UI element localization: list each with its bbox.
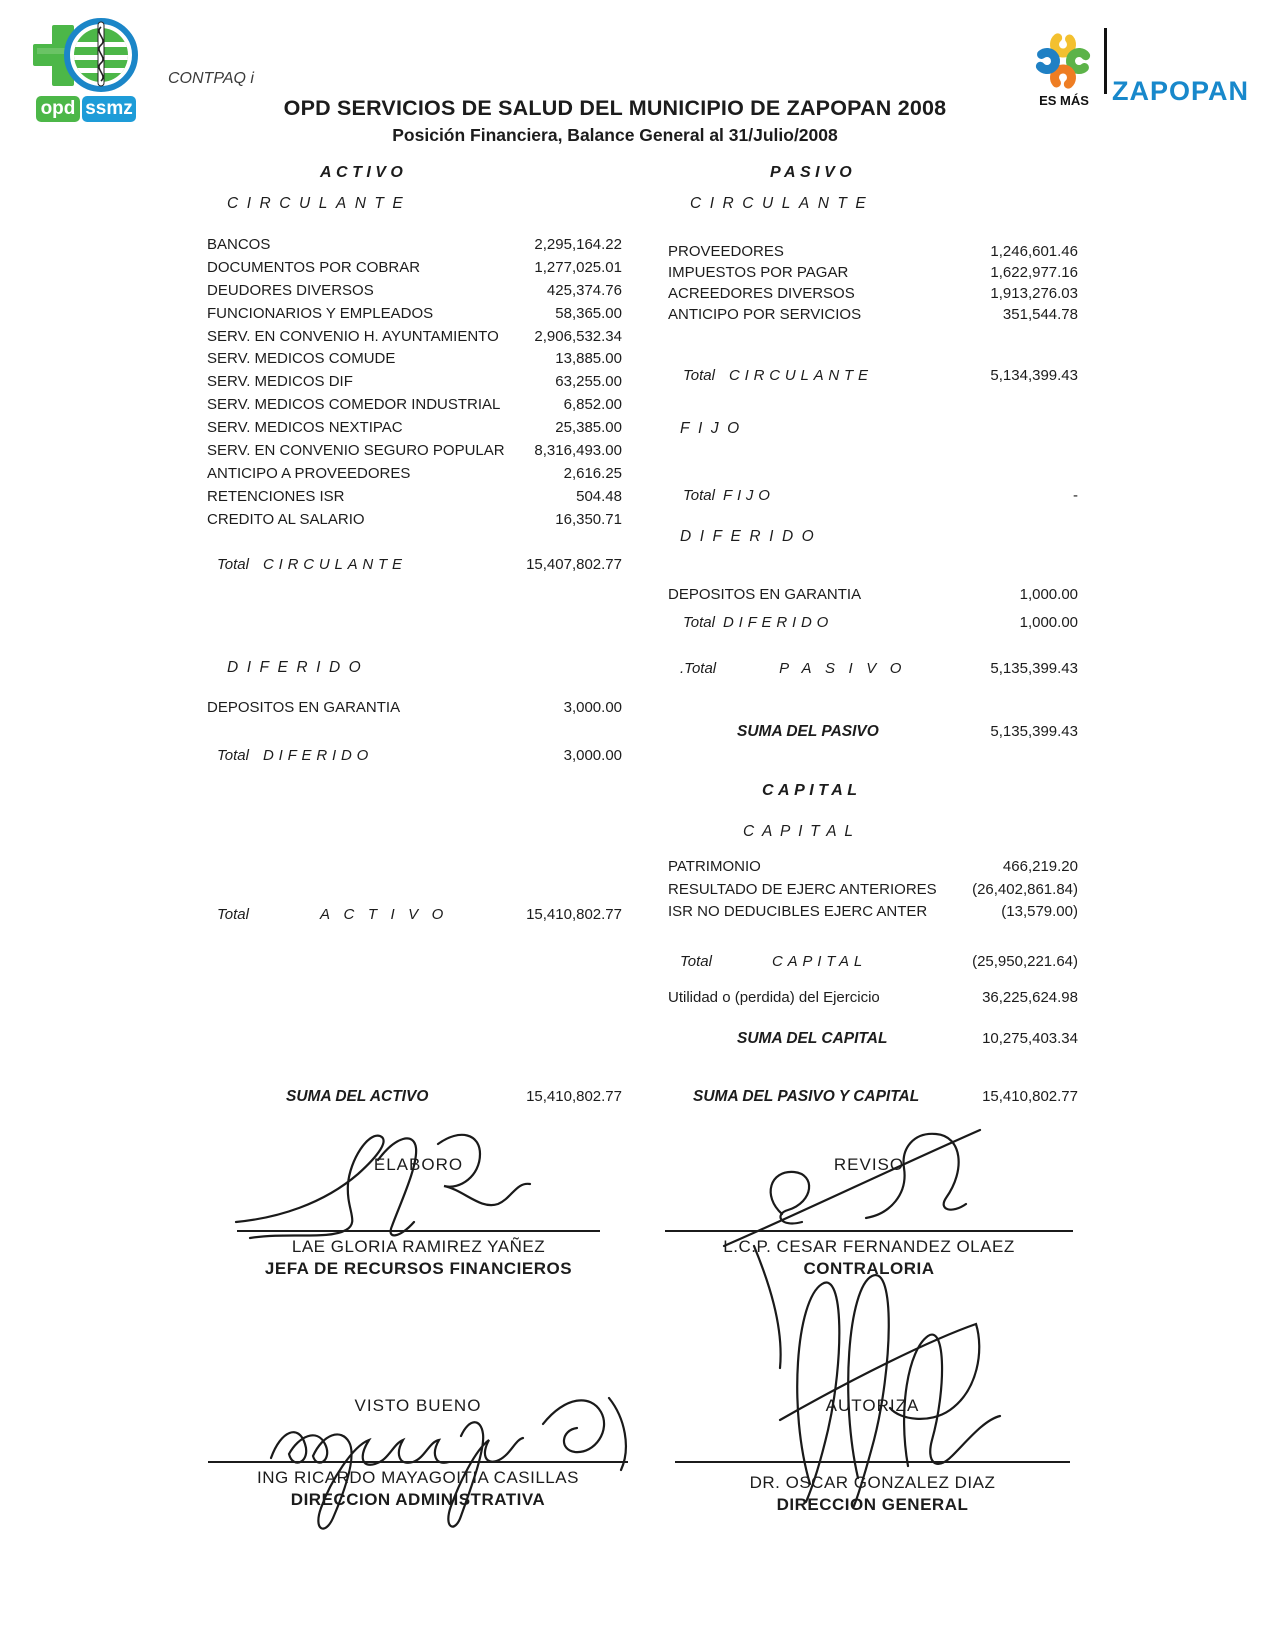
account-value: 466,219.20 xyxy=(1002,858,1078,875)
account-value: 25,385.00 xyxy=(555,419,622,437)
total-value: 1,000.00 xyxy=(1019,614,1078,631)
signature-elaboro xyxy=(228,1126,563,1246)
account-label: FUNCIONARIOS Y EMPLEADOS xyxy=(207,304,434,322)
table-row xyxy=(668,243,1078,264)
total-name: DIFERIDO xyxy=(262,747,374,764)
total-name: CIRCULANTE xyxy=(728,367,873,384)
account-value: 1,246,601.46 xyxy=(990,243,1078,260)
pasivo-diferido-title: DIFERIDO xyxy=(680,528,823,545)
table-row xyxy=(668,306,1078,327)
capital-section-title: CAPITAL xyxy=(762,782,862,799)
account-label: DOCUMENTOS POR COBRAR xyxy=(207,258,421,276)
table-row xyxy=(207,282,622,305)
table-row xyxy=(207,442,622,465)
table-row xyxy=(207,328,622,351)
autoriza-role: DIRECCION GENERAL xyxy=(776,1495,969,1514)
account-value: 3,000.00 xyxy=(563,699,622,716)
page-title: OPD SERVICIOS DE SALUD DEL MUNICIPIO DE ZAPOPAN 2008 xyxy=(283,96,947,120)
total-prefix: Total xyxy=(217,747,249,764)
signature-line xyxy=(665,1230,1073,1232)
table-row xyxy=(207,465,622,488)
capital-total-row xyxy=(668,953,1078,970)
account-value: 8,316,493.00 xyxy=(534,442,622,460)
account-label: DEUDORES DIVERSOS xyxy=(207,281,374,299)
total-value: 3,000.00 xyxy=(563,747,622,764)
account-label: RETENCIONES ISR xyxy=(207,487,345,505)
reviso-title: REVISO xyxy=(833,1155,905,1174)
autoriza-title: AUTORIZA xyxy=(825,1396,920,1415)
caduceus-globe-icon xyxy=(67,21,135,89)
total-prefix: Total xyxy=(683,614,715,631)
account-value: 2,295,164.22 xyxy=(534,236,622,253)
signature-line xyxy=(237,1230,600,1232)
total-value: (25,950,221.64) xyxy=(972,953,1078,970)
total-value: 5,135,399.43 xyxy=(990,660,1078,677)
opd-label: opd xyxy=(36,96,80,122)
suma-capital-row xyxy=(668,1030,1078,1048)
visto-bueno-title: VISTO BUENO xyxy=(354,1396,482,1415)
account-value: 13,885.00 xyxy=(555,350,622,368)
account-value: 58,365.00 xyxy=(555,304,622,322)
account-label: DEPOSITOS EN GARANTIA xyxy=(207,699,401,716)
activo-section-title: ACTIVO xyxy=(320,164,408,181)
suma-label: SUMA DEL PASIVO xyxy=(737,723,879,740)
account-label: PATRIMONIO xyxy=(668,858,761,875)
activo-total-row xyxy=(207,906,622,923)
table-row xyxy=(207,236,622,259)
account-value: (13,579.00) xyxy=(1001,903,1078,920)
table-row xyxy=(668,903,1078,926)
capital-sub-title: CAPITAL xyxy=(743,823,861,840)
activo-total-diferido-row xyxy=(207,747,622,764)
zapopan-pinwheel-icon xyxy=(1032,30,1094,92)
total-name: PASIVO xyxy=(779,660,915,677)
account-value: 351,544.78 xyxy=(1002,306,1078,323)
account-label: ANTICIPO A PROVEEDORES xyxy=(207,464,411,482)
account-label: ANTICIPO POR SERVICIOS xyxy=(668,306,862,323)
total-prefix: Total xyxy=(680,953,712,970)
table-row xyxy=(668,881,1078,904)
account-value: (26,402,861.84) xyxy=(972,880,1078,898)
total-prefix: Total xyxy=(217,906,249,923)
account-label: DEPOSITOS EN GARANTIA xyxy=(668,586,862,603)
account-label: SERV. EN CONVENIO SEGURO POPULAR xyxy=(207,442,505,460)
activo-total-circulante-row xyxy=(207,556,622,573)
total-prefix: Total xyxy=(683,367,715,384)
total-name: CIRCULANTE xyxy=(262,556,407,573)
account-value: 2,906,532.34 xyxy=(534,327,622,345)
autoriza-name: DR. OSCAR GONZALEZ DIAZ xyxy=(749,1473,996,1492)
activo-circulante-table xyxy=(207,236,622,534)
visto-bueno-role: DIRECCION ADMINISTRATIVA xyxy=(290,1490,546,1509)
table-row xyxy=(207,488,622,511)
total-name: FIJO xyxy=(722,487,775,504)
account-label: BANCOS xyxy=(207,236,271,253)
table-row xyxy=(207,305,622,328)
suma-label: SUMA DEL PASIVO Y CAPITAL xyxy=(693,1088,920,1105)
total-value: 5,134,399.43 xyxy=(990,367,1078,384)
suma-pasivo-row xyxy=(668,723,1078,741)
total-name: ACTIVO xyxy=(319,906,457,923)
account-label: PROVEEDORES xyxy=(668,243,784,260)
total-prefix: .Total xyxy=(680,660,717,677)
ssmz-label: ssmz xyxy=(82,96,136,122)
account-value: 1,000.00 xyxy=(1019,586,1078,603)
account-label: ISR NO DEDUCIBLES EJERC ANTER xyxy=(668,903,928,920)
account-value: 2,616.25 xyxy=(563,464,622,482)
es-mas-tagline: ES MÁS xyxy=(1039,93,1089,108)
elaboro-title: ELABORO xyxy=(373,1155,464,1174)
zapopan-divider xyxy=(1104,28,1107,94)
account-label: SERV. EN CONVENIO H. AYUNTAMIENTO xyxy=(207,327,499,345)
account-label: IMPUESTOS POR PAGAR xyxy=(668,264,849,281)
pasivo-total-row xyxy=(668,660,1078,677)
capital-table xyxy=(668,858,1078,926)
table-row xyxy=(207,350,622,373)
activo-diferido-title: DIFERIDO xyxy=(227,659,370,676)
account-value: 504.48 xyxy=(576,487,622,505)
table-row xyxy=(668,858,1078,881)
account-label: SERV. MEDICOS NEXTIPAC xyxy=(207,419,403,437)
suma-label: SUMA DEL CAPITAL xyxy=(737,1030,888,1047)
account-value: 16,350.71 xyxy=(555,510,622,528)
elaboro-name: LAE GLORIA RAMIREZ YAÑEZ xyxy=(291,1237,546,1256)
signature-visto-bueno xyxy=(265,1378,645,1553)
total-value: 15,407,802.77 xyxy=(526,556,622,573)
total-prefix: Total xyxy=(683,487,715,504)
account-label: ACREEDORES DIVERSOS xyxy=(668,285,855,302)
contpaq-watermark: CONTPAQ i xyxy=(168,70,254,87)
pasivo-fijo-title: FIJO xyxy=(680,420,748,437)
total-prefix: Total xyxy=(217,556,249,573)
pasivo-total-diferido-row xyxy=(668,614,1078,631)
table-row xyxy=(207,259,622,282)
suma-pasivo-capital-row xyxy=(668,1088,1078,1106)
suma-activo-row xyxy=(207,1088,622,1106)
opd-ssmz-logo xyxy=(33,14,139,98)
account-value: 1,913,276.03 xyxy=(990,285,1078,302)
zapopan-wordmark: ZAPOPAN xyxy=(1112,76,1250,106)
account-value: 63,255.00 xyxy=(555,373,622,391)
pasivo-total-circulante-row xyxy=(668,367,1078,384)
suma-value: 5,135,399.43 xyxy=(990,723,1078,740)
account-label: SERV. MEDICOS DIF xyxy=(207,373,353,391)
pasivo-circulante-title: CIRCULANTE xyxy=(690,195,875,212)
table-row xyxy=(207,419,622,442)
activo-circulante-title: CIRCULANTE xyxy=(227,195,412,212)
account-value: 6,852.00 xyxy=(563,396,622,414)
account-label: SERV. MEDICOS COMEDOR INDUSTRIAL xyxy=(207,396,501,414)
account-value: 425,374.76 xyxy=(546,281,622,299)
pasivo-section-title: PASIVO xyxy=(770,164,857,181)
table-row xyxy=(207,396,622,419)
suma-label: SUMA DEL ACTIVO xyxy=(286,1088,429,1105)
table-row xyxy=(207,373,622,396)
total-name: CAPITAL xyxy=(771,953,867,970)
utilidad-row xyxy=(668,989,1078,1006)
signature-line xyxy=(675,1461,1070,1463)
suma-value: 15,410,802.77 xyxy=(526,1088,622,1105)
account-value: 1,277,025.01 xyxy=(534,258,622,276)
account-value: 36,225,624.98 xyxy=(982,989,1078,1006)
reviso-role: CONTRALORIA xyxy=(803,1259,935,1278)
activo-diferido-item-row xyxy=(207,699,622,716)
table-row xyxy=(668,264,1078,285)
total-value: - xyxy=(1073,487,1078,504)
reviso-name: L.C.P. CESAR FERNANDEZ OLAEZ xyxy=(723,1237,1015,1256)
opd-ssmz-wordmark xyxy=(36,96,136,122)
table-row xyxy=(668,285,1078,306)
suma-value: 15,410,802.77 xyxy=(982,1088,1078,1105)
account-label: SERV. MEDICOS COMUDE xyxy=(207,350,396,368)
pasivo-diferido-item-row xyxy=(668,586,1078,603)
account-value: 1,622,977.16 xyxy=(990,264,1078,281)
signature-line xyxy=(208,1461,628,1463)
pasivo-circulante-table xyxy=(668,243,1078,327)
suma-value: 10,275,403.34 xyxy=(982,1030,1078,1047)
total-value: 15,410,802.77 xyxy=(526,906,622,923)
visto-bueno-name: ING RICARDO MAYAGOITIA CASILLAS xyxy=(257,1468,579,1487)
table-row xyxy=(207,511,622,534)
account-label: CREDITO AL SALARIO xyxy=(207,510,365,528)
pasivo-total-fijo-row xyxy=(668,487,1078,504)
elaboro-role: JEFA DE RECURSOS FINANCIEROS xyxy=(264,1259,573,1278)
account-label: Utilidad o (perdida) del Ejercicio xyxy=(668,989,880,1006)
page-subtitle: Posición Financiera, Balance General al 31/Julio/2008 xyxy=(392,125,838,145)
total-name: DIFERIDO xyxy=(722,614,834,631)
account-label: RESULTADO DE EJERC ANTERIORES xyxy=(668,880,937,898)
